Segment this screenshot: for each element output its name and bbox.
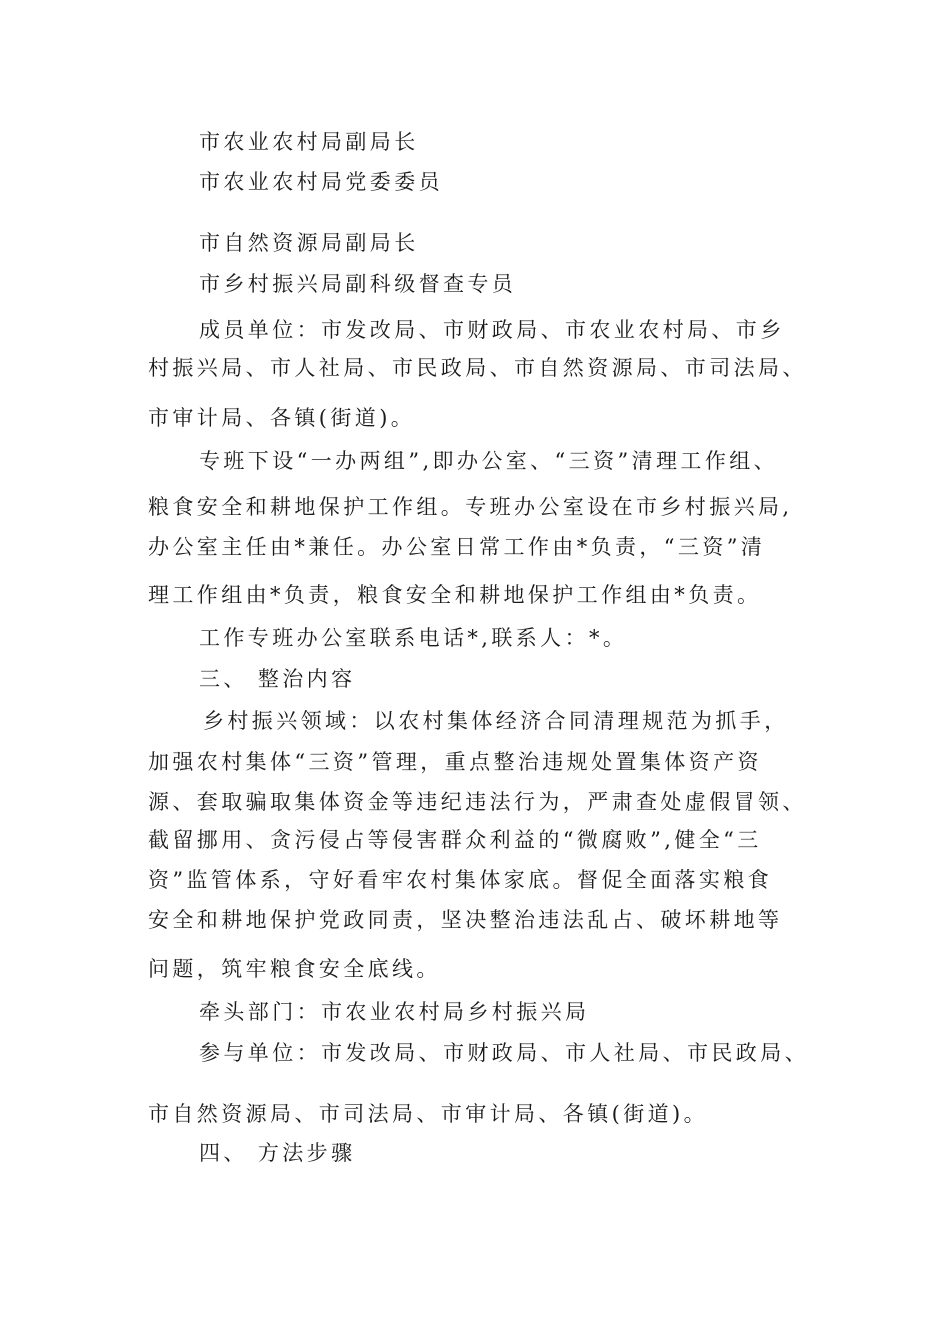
rural-para-line: 问题，筑牢粮食安全底线。 xyxy=(148,957,441,981)
task-force-para-line: 办公室主任由*兼任。办公室日常工作由*负责，“三资”清 xyxy=(148,535,766,559)
participants-line: 参与单位：市发改局、市财政局、市人社局、市民政局、 xyxy=(199,1041,809,1065)
task-force-para-line: 专班下设“一办两组”,即办公室、“三资”清理工作组、 xyxy=(199,449,779,473)
roster-line: 市农业农村局副局长 xyxy=(199,130,419,154)
members-para-line: 市审计局、各镇(街道)。 xyxy=(148,406,416,430)
roster-line: 市自然资源局副局长 xyxy=(199,231,419,255)
members-para-line: 成员单位：市发改局、市财政局、市农业农村局、市乡 xyxy=(199,318,785,342)
rural-para-line: 乡村振兴领域：以农村集体经济合同清理规范为抓手， xyxy=(203,709,789,733)
rural-para-line: 资”监管体系，守好看牢农村集体家底。督促全面落实粮食 xyxy=(148,868,773,892)
rural-para-line: 加强农村集体“三资”管理，重点整治违规处置集体资产资 xyxy=(148,750,762,774)
contact-line: 工作专班办公室联系电话*,联系人：*。 xyxy=(199,626,628,650)
participants-line: 市自然资源局、市司法局、市审计局、各镇(街道)。 xyxy=(148,1102,708,1126)
roster-line: 市乡村振兴局副科级督查专员 xyxy=(199,272,517,296)
section-4-heading: 四、 方法步骤 xyxy=(199,1141,356,1165)
section-3-heading: 三、 整治内容 xyxy=(199,667,356,691)
rural-para-line: 源、套取骗取集体资金等违纪违法行为，严肃查处虚假冒领、 xyxy=(148,790,807,814)
lead-department-line: 牵头部门：市农业农村局乡村振兴局 xyxy=(199,1000,590,1024)
roster-line: 市农业农村局党委委员 xyxy=(199,170,443,194)
members-para-line: 村振兴局、市人社局、市民政局、市自然资源局、市司法局、 xyxy=(148,356,807,380)
rural-para-line: 截留挪用、贪污侵占等侵害群众利益的“微腐败”,健全“三 xyxy=(148,828,762,852)
rural-para-line: 安全和耕地保护党政同责，坚决整治违法乱占、破坏耕地等 xyxy=(148,908,783,932)
task-force-para-line: 理工作组由*负责，粮食安全和耕地保护工作组由*负责。 xyxy=(148,583,762,607)
task-force-para-line: 粮食安全和耕地保护工作组。专班办公室设在市乡村振兴局, xyxy=(148,495,793,519)
